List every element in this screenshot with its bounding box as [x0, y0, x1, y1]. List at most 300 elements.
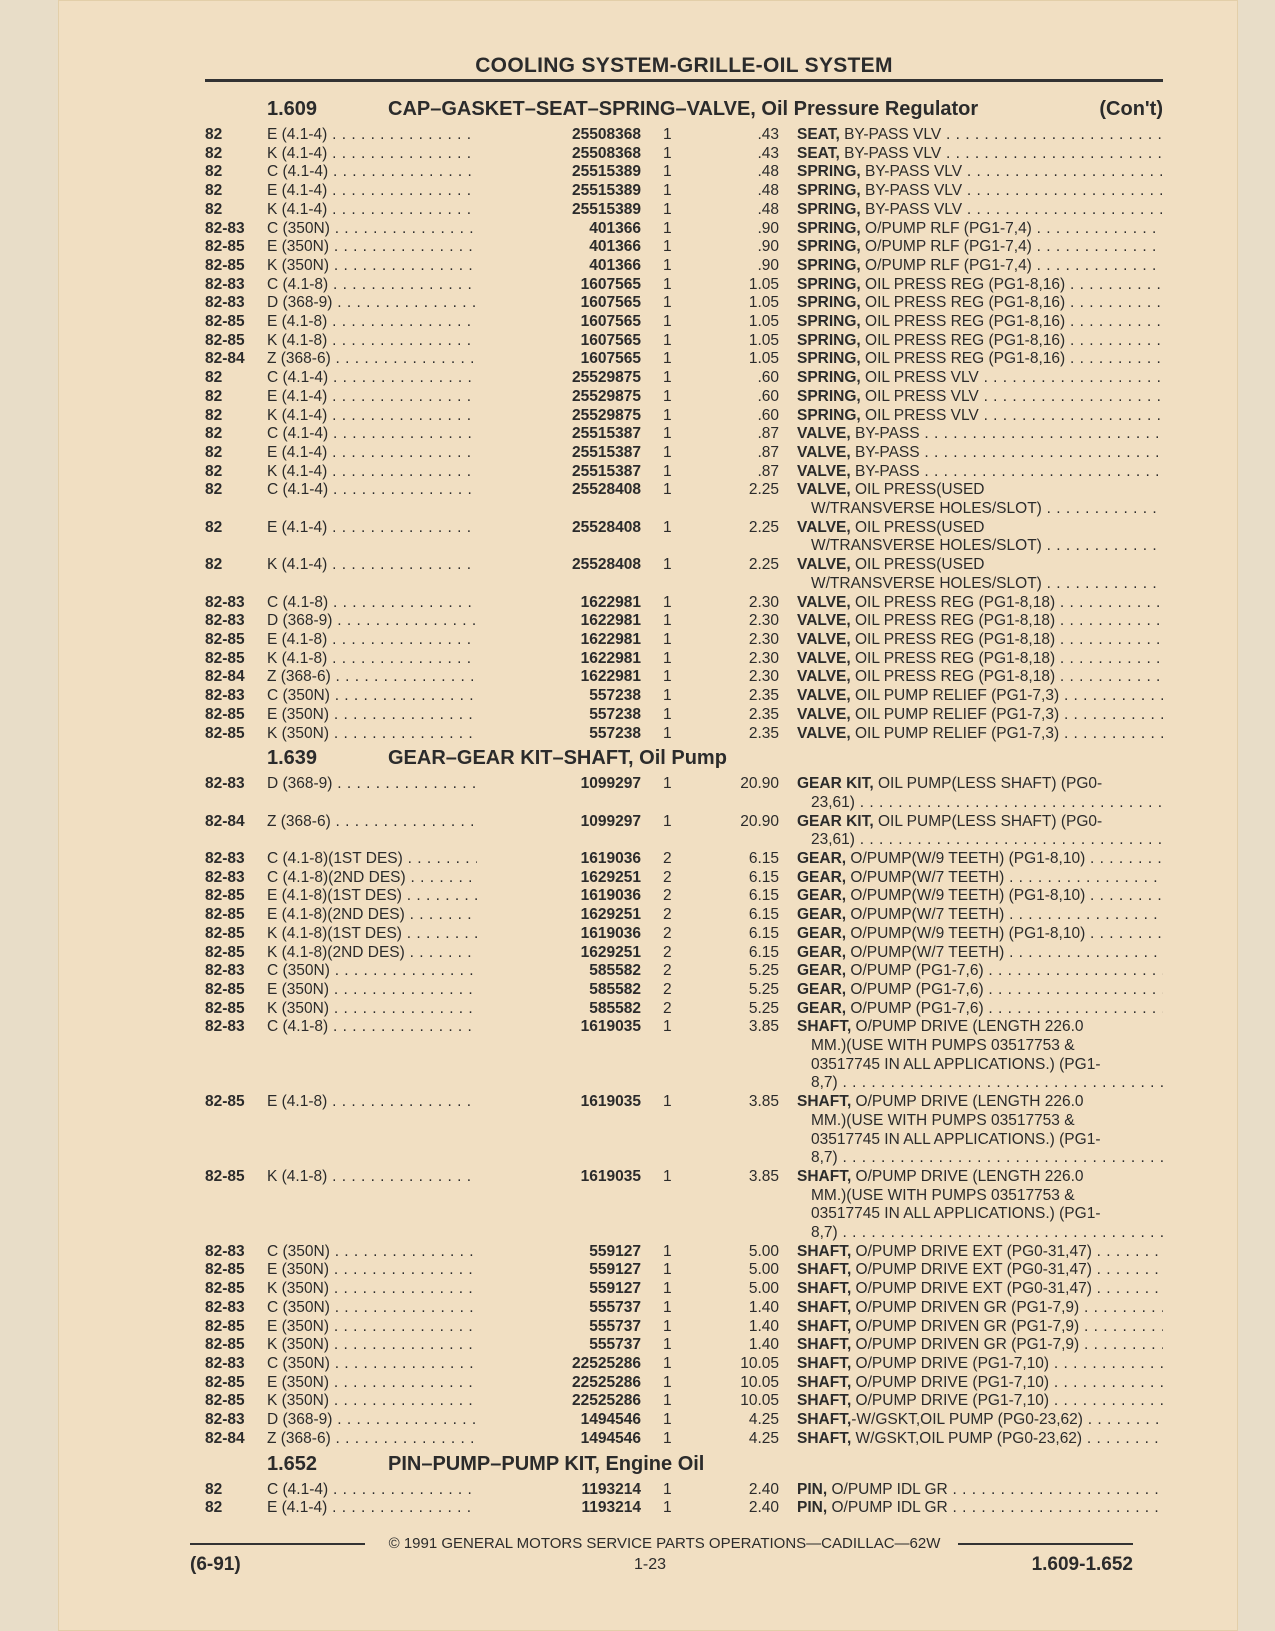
- quantity: 1: [663, 1298, 672, 1316]
- part-description: [797, 407, 1163, 426]
- description-line: [797, 1205, 1163, 1224]
- description-text: O/PUMP DRIVE (PG1-7,10): [851, 1392, 1050, 1410]
- model-year: 82-85: [205, 1167, 245, 1185]
- vehicle-code: E (4.1-8) . . .: [267, 313, 477, 332]
- price: 2.35: [748, 687, 779, 705]
- price: 2.35: [748, 724, 779, 742]
- model-year: 82: [205, 200, 223, 218]
- part-number: 1622981: [477, 612, 641, 631]
- description-text: OIL PUMP RELIEF (PG1-7,3): [850, 705, 1060, 723]
- vehicle-code: K (4.1-4) . . .: [267, 463, 477, 482]
- part-row: [205, 1336, 1163, 1355]
- description-line: [797, 350, 1163, 369]
- part-description: [797, 668, 1163, 687]
- description-line: [797, 1187, 1163, 1206]
- model-year: 82: [205, 556, 223, 574]
- part-number: 555737: [477, 1336, 641, 1355]
- footer-copyright: © 1991 GENERAL MOTORS SERVICE PARTS OPERATIONS—CADILLAC—62W: [388, 1535, 941, 1552]
- description-line: [797, 537, 1163, 556]
- model-year: 82-85: [205, 906, 245, 924]
- price: 20.90: [740, 775, 779, 793]
- part-row: [205, 1411, 1163, 1430]
- page-header: COOLING SYSTEM-GRILLE-OIL SYSTEM: [475, 54, 893, 77]
- price: 5.00: [748, 1242, 779, 1260]
- description-keyword: SEAT,: [797, 126, 840, 143]
- header-rule: [205, 79, 1163, 82]
- description-keyword: VALVE,: [797, 649, 851, 667]
- part-row: [205, 1392, 1163, 1411]
- description-keyword: SPRING,: [797, 350, 861, 368]
- vehicle-code: E (4.1-4) . . .: [267, 519, 477, 538]
- vehicle-code: C (350N) . . .: [267, 687, 477, 706]
- description-keyword: VALVE,: [797, 462, 851, 480]
- description-keyword: VALVE,: [797, 630, 851, 648]
- vehicle-code: D (368-9) . . .: [267, 775, 477, 794]
- vehicle-code: E (350N) . . .: [267, 238, 477, 257]
- part-row: [205, 869, 1163, 888]
- quantity: 1: [663, 1411, 672, 1429]
- description-line: [797, 725, 1163, 744]
- part-row: [205, 1018, 1163, 1093]
- part-number: 1607565: [477, 313, 641, 332]
- quantity: 1: [663, 1280, 672, 1298]
- description-text: O/PUMP RLF (PG1-7,4): [860, 238, 1032, 256]
- part-row: [205, 944, 1163, 963]
- quantity: 1: [663, 462, 672, 480]
- price: 20.90: [740, 812, 779, 830]
- part-row: [205, 126, 1163, 145]
- description-keyword: VALVE,: [797, 481, 851, 499]
- model-year: 82-83: [205, 1298, 245, 1316]
- part-description: [797, 925, 1163, 944]
- quantity: 1: [663, 1018, 672, 1036]
- quantity: 1: [663, 1392, 672, 1410]
- part-number: 1619036: [477, 925, 641, 944]
- description-text: O/PUMP DRIVEN GR (PG1-7,9): [851, 1336, 1080, 1354]
- part-number: 1629251: [477, 944, 641, 963]
- part-row: [205, 962, 1163, 981]
- description-line: [797, 163, 1163, 182]
- quantity: 1: [663, 687, 672, 705]
- description-keyword: GEAR,: [797, 943, 847, 961]
- part-number: 1099297: [477, 775, 641, 794]
- part-row: [205, 1261, 1163, 1280]
- section-header: [205, 743, 1163, 775]
- price: .60: [757, 387, 779, 405]
- description-line: [797, 519, 1163, 538]
- description-keyword: GEAR KIT,: [797, 812, 874, 830]
- description-keyword: VALVE,: [797, 443, 851, 461]
- description-keyword: VALVE,: [797, 668, 851, 686]
- part-number: 1619036: [477, 887, 641, 906]
- part-row: [205, 1318, 1163, 1337]
- description-text: O/PUMP DRIVEN GR (PG1-7,9): [851, 1298, 1080, 1316]
- description-text: OIL PUMP RELIEF (PG1-7,3): [850, 687, 1060, 705]
- quantity: 1: [663, 1336, 672, 1354]
- part-row: [205, 1280, 1163, 1299]
- description-keyword: SHAFT,: [797, 1317, 852, 1335]
- description-text: MM.)(USE WITH PUMPS 03517753 &: [811, 1186, 1075, 1204]
- description-keyword: SHAFT,: [797, 1261, 852, 1279]
- part-description: [797, 220, 1163, 239]
- description-line: [797, 1149, 1163, 1168]
- price: 5.25: [748, 999, 779, 1017]
- description-text: O/PUMP(W/7 TEETH): [846, 906, 1005, 924]
- part-number: 559127: [477, 1261, 641, 1280]
- part-row: [205, 556, 1163, 593]
- price: 2.25: [748, 481, 779, 499]
- vehicle-code: E (350N) . . .: [267, 1261, 477, 1280]
- part-description: [797, 1355, 1163, 1374]
- description-text: OIL PRESS REG (PG1-8,16): [860, 331, 1066, 349]
- part-row: [205, 145, 1163, 164]
- description-keyword: SHAFT,: [797, 1018, 852, 1036]
- part-description: [797, 276, 1163, 295]
- part-row: [205, 1000, 1163, 1019]
- description-text: O/PUMP (PG1-7,6): [846, 962, 984, 980]
- part-row: [205, 350, 1163, 369]
- description-line: [797, 556, 1163, 575]
- description-keyword: SPRING,: [797, 387, 861, 405]
- description-keyword: PIN,: [797, 1480, 828, 1498]
- part-number: 25515387: [477, 444, 641, 463]
- part-number: 557238: [477, 687, 641, 706]
- model-year: 82-83: [205, 962, 245, 980]
- quantity: 1: [663, 775, 672, 793]
- vehicle-code: D (368-9) . . .: [267, 1411, 477, 1430]
- description-keyword: VALVE,: [797, 724, 851, 742]
- part-row: [205, 887, 1163, 906]
- part-row: [205, 463, 1163, 482]
- price: 1.40: [748, 1317, 779, 1335]
- part-description: [797, 1299, 1163, 1318]
- description-text: O/PUMP(W/7 TEETH): [846, 868, 1005, 886]
- quantity: 1: [663, 1499, 672, 1517]
- part-number: 1494546: [477, 1430, 641, 1449]
- model-year: 82: [205, 126, 223, 143]
- quantity: 1: [663, 144, 672, 162]
- part-description: [797, 1261, 1163, 1280]
- footer-rule-right: [958, 1543, 1133, 1545]
- vehicle-code: C (350N) . . .: [267, 1299, 477, 1318]
- description-text: 8,7): [811, 1074, 838, 1092]
- vehicle-code: D (368-9) . . .: [267, 612, 477, 631]
- section-number: 1.609: [267, 98, 318, 120]
- part-row: [205, 220, 1163, 239]
- price: 2.30: [748, 649, 779, 667]
- vehicle-code: E (4.1-8)(2ND DES) . . .: [267, 906, 477, 925]
- description-line: [797, 944, 1163, 963]
- vehicle-code: C (4.1-8)(1ST DES) . . .: [267, 850, 477, 869]
- description-text: 8,7): [811, 1149, 838, 1167]
- part-number: 25508368: [477, 145, 641, 164]
- part-description: [797, 1481, 1163, 1500]
- price: 6.15: [748, 887, 779, 905]
- part-number: 401366: [477, 238, 641, 257]
- part-row: [205, 594, 1163, 613]
- part-number: 25515389: [477, 163, 641, 182]
- vehicle-code: C (350N) . . .: [267, 1355, 477, 1374]
- description-keyword: VALVE,: [797, 593, 851, 611]
- model-year: 82-83: [205, 275, 245, 293]
- section-title: CAP–GASKET–SEAT–SPRING–VALVE, Oil Pressure Regulator: [388, 98, 979, 120]
- part-number: 555737: [477, 1318, 641, 1337]
- part-description: [797, 650, 1163, 669]
- vehicle-code: K (350N) . . .: [267, 257, 477, 276]
- price: .60: [757, 406, 779, 424]
- description-line: [797, 612, 1163, 631]
- description-text: OIL PRESS VLV: [860, 387, 979, 405]
- description-line: [797, 1093, 1163, 1112]
- description-line: [797, 925, 1163, 944]
- description-line: [797, 1392, 1163, 1411]
- description-line: [797, 850, 1163, 869]
- part-row: [205, 182, 1163, 201]
- description-keyword: GEAR,: [797, 868, 847, 886]
- part-description: [797, 1000, 1163, 1019]
- part-description: [797, 1499, 1163, 1518]
- part-number: 1607565: [477, 332, 641, 351]
- description-text: OIL PRESS(USED: [850, 518, 985, 536]
- vehicle-code: E (4.1-8)(1ST DES) . . .: [267, 887, 477, 906]
- model-year: 82-83: [205, 612, 245, 630]
- vehicle-code: E (4.1-4) . . .: [267, 126, 477, 145]
- description-line: [797, 668, 1163, 687]
- quantity: 2: [663, 868, 672, 886]
- quantity: 1: [663, 406, 672, 424]
- description-line: [797, 407, 1163, 426]
- quantity: 2: [663, 887, 672, 905]
- part-description: [797, 388, 1163, 407]
- model-year: 82-85: [205, 238, 245, 256]
- vehicle-code: C (4.1-4) . . .: [267, 1481, 477, 1500]
- quantity: 1: [663, 163, 672, 181]
- description-keyword: SHAFT,: [797, 1336, 852, 1354]
- description-line: [797, 1318, 1163, 1337]
- section-number: 1.639: [267, 747, 318, 770]
- description-line: [797, 1000, 1163, 1019]
- description-text: O/PUMP RLF (PG1-7,4): [860, 219, 1032, 237]
- description-keyword: SPRING,: [797, 163, 861, 181]
- model-year: 82: [205, 1499, 223, 1517]
- part-description: [797, 612, 1163, 631]
- description-line: [797, 794, 1163, 813]
- vehicle-code: Z (368-6) . . .: [267, 1430, 477, 1449]
- part-number: 1622981: [477, 631, 641, 650]
- model-year: 82: [205, 182, 223, 200]
- part-number: 25515389: [477, 182, 641, 201]
- part-number: 557238: [477, 706, 641, 725]
- part-row: [205, 519, 1163, 556]
- part-number: 1619035: [477, 1018, 641, 1037]
- quantity: 1: [663, 1317, 672, 1335]
- description-line: [797, 1280, 1163, 1299]
- quantity: 1: [663, 1242, 672, 1260]
- vehicle-code: C (4.1-8) . . .: [267, 594, 477, 613]
- part-description: [797, 444, 1163, 463]
- description-line: [797, 1411, 1163, 1430]
- model-year: 82-85: [205, 331, 245, 349]
- price: .60: [757, 369, 779, 387]
- quantity: 1: [663, 275, 672, 293]
- quantity: 2: [663, 962, 672, 980]
- part-description: [797, 163, 1163, 182]
- part-row: [205, 1093, 1163, 1168]
- description-keyword: SPRING,: [797, 406, 861, 424]
- description-keyword: SPRING,: [797, 331, 861, 349]
- quantity: 1: [663, 593, 672, 611]
- model-year: 82: [205, 1480, 223, 1498]
- part-description: [797, 126, 1163, 145]
- price: 6.15: [748, 924, 779, 942]
- part-number: 22525286: [477, 1355, 641, 1374]
- description-line: [797, 1430, 1163, 1449]
- price: 1.05: [748, 313, 779, 331]
- part-number: 1622981: [477, 594, 641, 613]
- quantity: 1: [663, 724, 672, 742]
- description-keyword: SEAT,: [797, 144, 840, 162]
- part-number: 585582: [477, 981, 641, 1000]
- model-year: 82: [205, 518, 223, 536]
- price: 3.85: [748, 1167, 779, 1185]
- description-line: [797, 1018, 1163, 1037]
- description-keyword: GEAR KIT,: [797, 775, 874, 793]
- description-keyword: GEAR,: [797, 962, 847, 980]
- part-row: [205, 1499, 1163, 1518]
- quantity: 2: [663, 943, 672, 961]
- description-text: OIL PRESS REG (PG1-8,16): [860, 275, 1066, 293]
- part-number: 25528408: [477, 519, 641, 538]
- description-line: [797, 1481, 1163, 1500]
- part-number: 1193214: [477, 1499, 641, 1518]
- vehicle-code: E (350N) . . .: [267, 981, 477, 1000]
- quantity: 1: [663, 630, 672, 648]
- price: 2.30: [748, 668, 779, 686]
- description-line: [797, 1224, 1163, 1243]
- description-text: O/PUMP DRIVE (LENGTH 226.0: [851, 1093, 1084, 1111]
- description-keyword: PIN,: [797, 1499, 828, 1517]
- part-description: [797, 238, 1163, 257]
- price: 1.05: [748, 294, 779, 312]
- part-number: 25515387: [477, 425, 641, 444]
- description-line: [797, 500, 1163, 519]
- price: 2.25: [748, 556, 779, 574]
- quantity: 1: [663, 182, 672, 200]
- part-description: [797, 944, 1163, 963]
- quantity: 2: [663, 980, 672, 998]
- vehicle-code: C (4.1-4) . . .: [267, 163, 477, 182]
- model-year: 82-85: [205, 724, 245, 742]
- description-text: OIL PRESS REG (PG1-8,18): [850, 612, 1056, 630]
- description-line: [797, 1355, 1163, 1374]
- description-line: [797, 481, 1163, 500]
- description-line: [797, 962, 1163, 981]
- price: 5.25: [748, 962, 779, 980]
- description-text: BY-PASS VLV: [860, 182, 963, 200]
- quantity: 2: [663, 924, 672, 942]
- description-text: OIL PRESS VLV: [860, 369, 979, 387]
- description-text: OIL PRESS REG (PG1-8,18): [850, 630, 1056, 648]
- price: 6.15: [748, 943, 779, 961]
- description-line: [797, 276, 1163, 295]
- section-title: GEAR–GEAR KIT–SHAFT, Oil Pump: [388, 747, 727, 770]
- description-text: OIL PRESS(USED: [850, 481, 985, 499]
- description-keyword: VALVE,: [797, 612, 851, 630]
- model-year: 82-83: [205, 868, 245, 886]
- vehicle-code: K (4.1-4) . . .: [267, 201, 477, 220]
- model-year: 82: [205, 425, 223, 443]
- model-year: 82: [205, 163, 223, 181]
- model-year: 82-84: [205, 812, 245, 830]
- description-keyword: SPRING,: [797, 200, 861, 218]
- vehicle-code: C (4.1-8) . . .: [267, 276, 477, 295]
- quantity: 1: [663, 668, 672, 686]
- part-number: 1622981: [477, 668, 641, 687]
- part-number: 22525286: [477, 1374, 641, 1393]
- part-row: [205, 276, 1163, 295]
- description-keyword: SPRING,: [797, 182, 861, 200]
- vehicle-code: K (4.1-8) . . .: [267, 1168, 477, 1187]
- description-keyword: VALVE,: [797, 687, 851, 705]
- part-description: [797, 332, 1163, 351]
- description-text: BY-PASS: [850, 443, 920, 461]
- part-number: 1607565: [477, 276, 641, 295]
- model-year: 82-85: [205, 313, 245, 331]
- part-row: [205, 612, 1163, 631]
- quantity: 1: [663, 313, 672, 331]
- part-description: [797, 1318, 1163, 1337]
- part-number: 401366: [477, 257, 641, 276]
- price: 1.40: [748, 1336, 779, 1354]
- description-text: OIL PRESS REG (PG1-8,16): [860, 313, 1066, 331]
- part-row: [205, 388, 1163, 407]
- part-number: 401366: [477, 220, 641, 239]
- description-line: [797, 1336, 1163, 1355]
- part-description: [797, 1430, 1163, 1449]
- section-title: PIN–PUMP–PUMP KIT, Engine Oil: [388, 1452, 705, 1475]
- model-year: 82-85: [205, 256, 245, 274]
- part-number: 25529875: [477, 388, 641, 407]
- model-year: 82-85: [205, 999, 245, 1017]
- part-description: [797, 369, 1163, 388]
- price: 10.05: [740, 1392, 779, 1410]
- quantity: 1: [663, 331, 672, 349]
- part-row: [205, 925, 1163, 944]
- part-description: [797, 1374, 1163, 1393]
- part-row: [205, 294, 1163, 313]
- part-row: [205, 1355, 1163, 1374]
- part-row: [205, 906, 1163, 925]
- description-text: 03517745 IN ALL APPLICATIONS.) (PG1-: [811, 1205, 1101, 1223]
- part-description: [797, 463, 1163, 482]
- part-description: [797, 687, 1163, 706]
- price: 6.15: [748, 906, 779, 924]
- footer-page-number: 1-23: [633, 1556, 667, 1573]
- description-keyword: VALVE,: [797, 425, 851, 443]
- part-description: [797, 1093, 1163, 1168]
- part-number: 25529875: [477, 369, 641, 388]
- description-keyword: GEAR,: [797, 980, 847, 998]
- part-description: [797, 481, 1163, 518]
- description-line: [797, 1299, 1163, 1318]
- part-description: [797, 706, 1163, 725]
- description-line: [797, 831, 1163, 850]
- description-line: [797, 238, 1163, 257]
- price: .90: [757, 219, 779, 237]
- part-description: [797, 350, 1163, 369]
- vehicle-code: K (350N) . . .: [267, 1336, 477, 1355]
- vehicle-code: E (350N) . . .: [267, 1374, 477, 1393]
